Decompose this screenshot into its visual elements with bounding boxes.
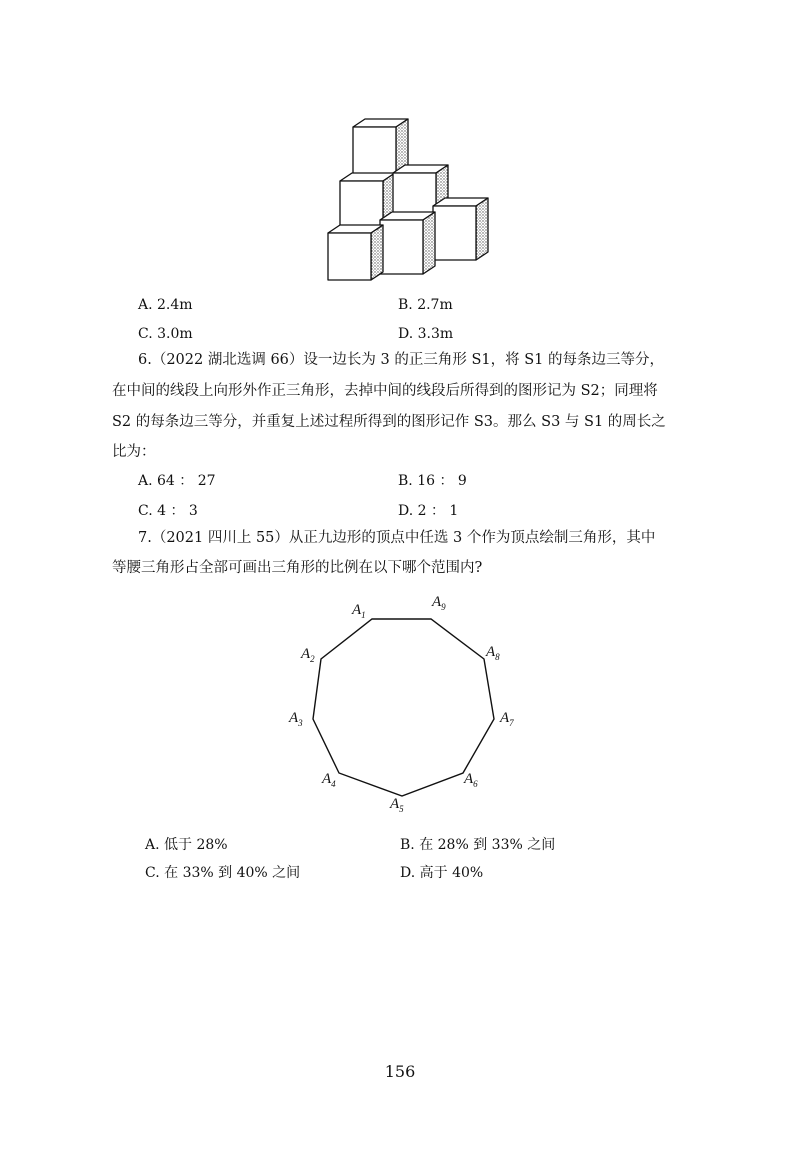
q7-option-c: C. 在 33% 到 40% 之间 — [145, 865, 301, 881]
q7-option-b: B. 在 28% 到 33% 之间 — [400, 837, 556, 853]
q7-text-line: 7.（2021 四川上 55）从正九边形的顶点中任选 3 个作为顶点绘制三角形，其中 — [138, 530, 656, 546]
q6-text-line: 6.（2022 湖北选调 66）设一边长为 3 的正三角形 S1，将 S1 的每条边三等分， — [138, 352, 664, 368]
vertex-label: $A_3$ — [289, 710, 303, 728]
q7-option-d: D. 高于 40% — [400, 865, 484, 881]
q7-text-line: 等腰三角形占全部可画出三角形的比例在以下哪个范围内? — [112, 560, 483, 576]
q6-text-line: 在中间的线段上向形外作正三角形，去掉中间的线段后所得到的图形记为 S2；同理将 — [112, 383, 658, 399]
q6-option-a: A. 64 ： 27 — [138, 473, 216, 489]
vertex-label: $A_1$ — [352, 602, 366, 620]
page-number: 156 — [384, 1062, 416, 1081]
q5-option-c: C. 3.0m — [138, 326, 193, 342]
q5-option-b: B. 2.7m — [398, 297, 453, 313]
nonagon-outline — [313, 619, 494, 796]
q6-option-b: B. 16 ： 9 — [398, 473, 467, 489]
q6-text-line: 比为： — [112, 444, 156, 460]
q6-option-d: D. 2 ： 1 — [398, 503, 459, 519]
vertex-label: $A_9$ — [432, 594, 446, 612]
q7-option-a: A. 低于 28% — [145, 837, 228, 853]
vertex-label: $A_6$ — [464, 771, 478, 789]
q5-option-a: A. 2.4m — [138, 297, 193, 313]
vertex-label: $A_2$ — [301, 646, 315, 664]
q6-option-c: C. 4 ： 3 — [138, 503, 198, 519]
vertex-label: $A_7$ — [500, 710, 514, 728]
q5-option-d: D. 3.3m — [398, 326, 454, 342]
vertex-label: $A_4$ — [322, 771, 336, 789]
q6-text-line: S2 的每条边三等分，并重复上述过程所得到的图形记作 S3。那么 S3 与 S1 的周长之 — [112, 414, 666, 430]
vertex-label: $A_5$ — [390, 796, 404, 814]
vertex-label: $A_8$ — [486, 644, 500, 662]
